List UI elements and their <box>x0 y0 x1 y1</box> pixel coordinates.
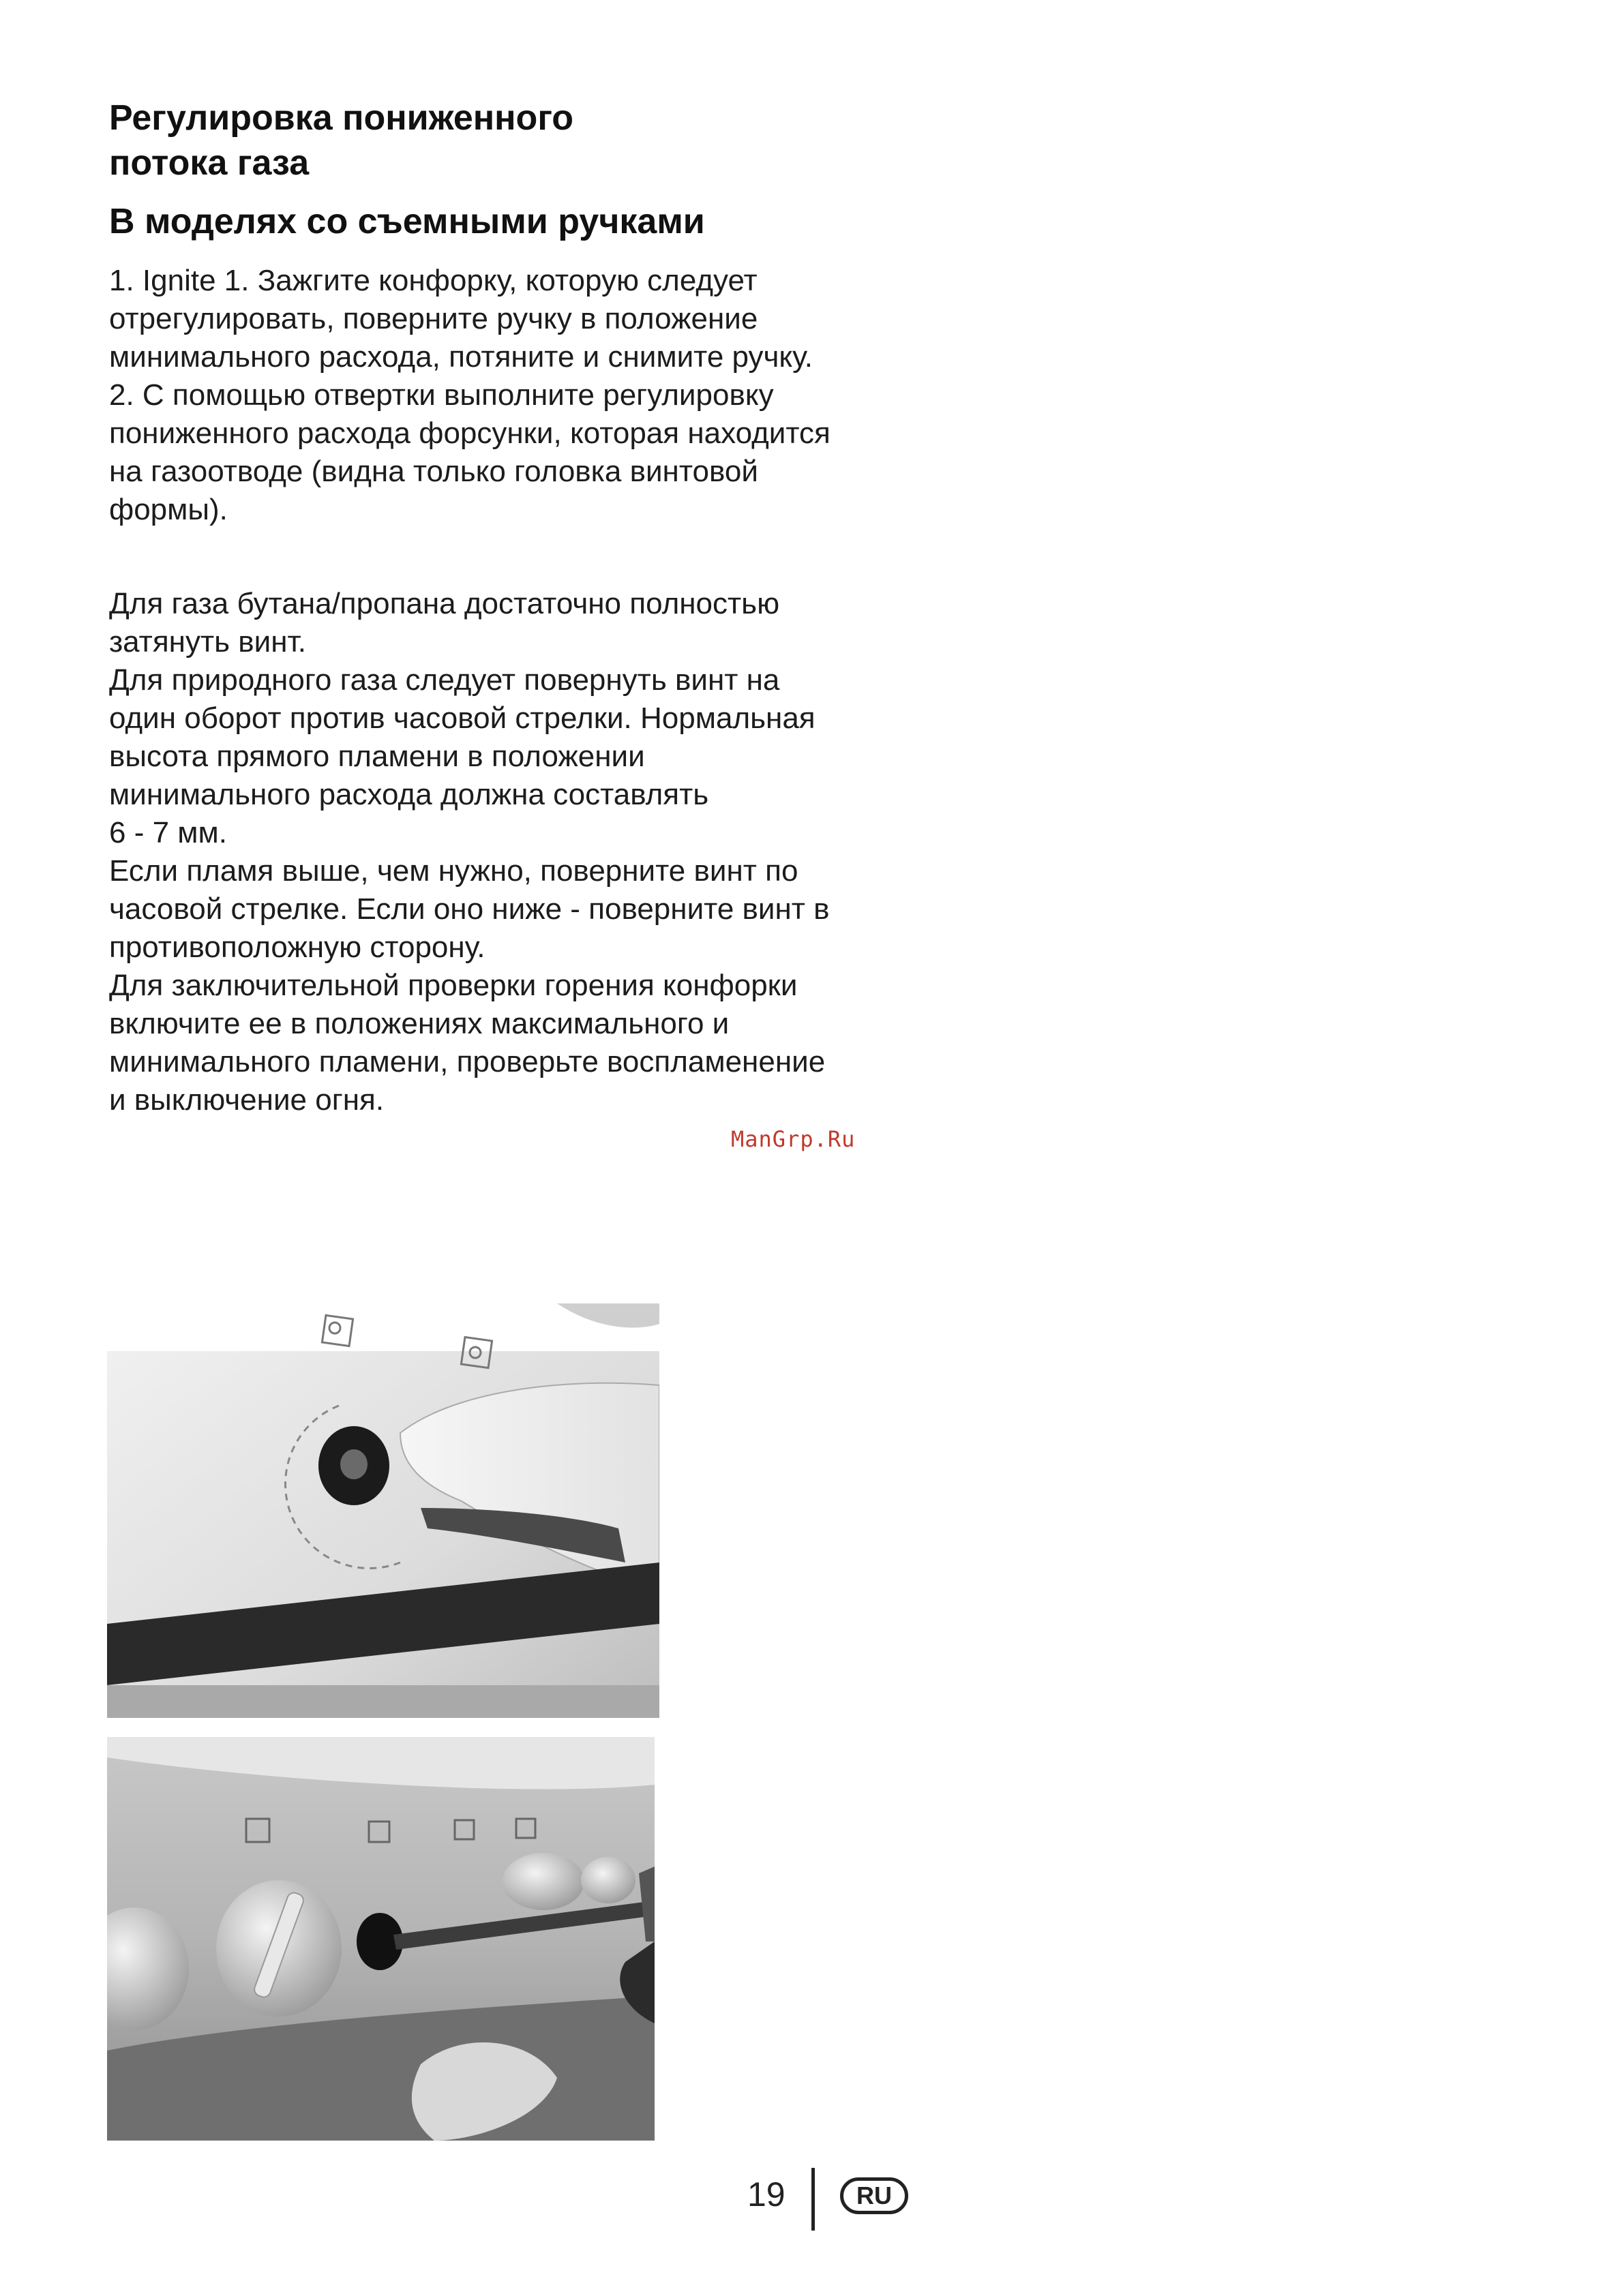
language-badge: RU <box>840 2177 908 2214</box>
photo-control-panel <box>107 1737 655 2141</box>
step-1: 1. Ignite 1. Зажгите конфорку, которую следует отрегулировать, поверните ручку в положение минимального расхода, потяните и снимите ручку. <box>109 264 813 374</box>
watermark: ManGrp.Ru <box>731 1126 856 1152</box>
section-subtitle: В моделях со съемными ручками <box>109 202 705 241</box>
note-butane: Для газа бутана/пропана достаточно полностью затянуть винт. <box>109 587 780 659</box>
note-adjust-direction: Если пламя выше, чем нужно, поверните винт по часовой стрелке. Если оно ниже - поверните винт в противоположную сторону. <box>109 854 830 964</box>
note-natural-gas: Для природного газа следует повернуть винт на один оборот против часовой стрелки. Нормальная высота прямого пламени в положении минимального расхода должна составлять <box>109 663 816 811</box>
step-2: 2. С помощью отвертки выполните регулировку пониженного расхода форсунки, которая находится на газоотводе (видна только головка винтовой формы). <box>109 378 831 526</box>
footer-divider <box>811 2168 815 2231</box>
steps-block <box>109 262 832 529</box>
photo-knob-removed <box>107 1303 659 1718</box>
page-number: 19 <box>747 2175 785 2214</box>
title-line-1: Регулировка пониженного <box>109 98 574 138</box>
note-flame-height: 6 - 7 мм. <box>109 816 227 849</box>
note-final-check: Для заключительной проверки горения конфорки включите ее в положениях максимального и минимального пламени, проверьте воспламенение и выключение огня. <box>109 969 826 1117</box>
notes-block <box>109 585 832 1119</box>
title-line-2: потока газа <box>109 143 310 183</box>
section-title <box>109 95 859 185</box>
